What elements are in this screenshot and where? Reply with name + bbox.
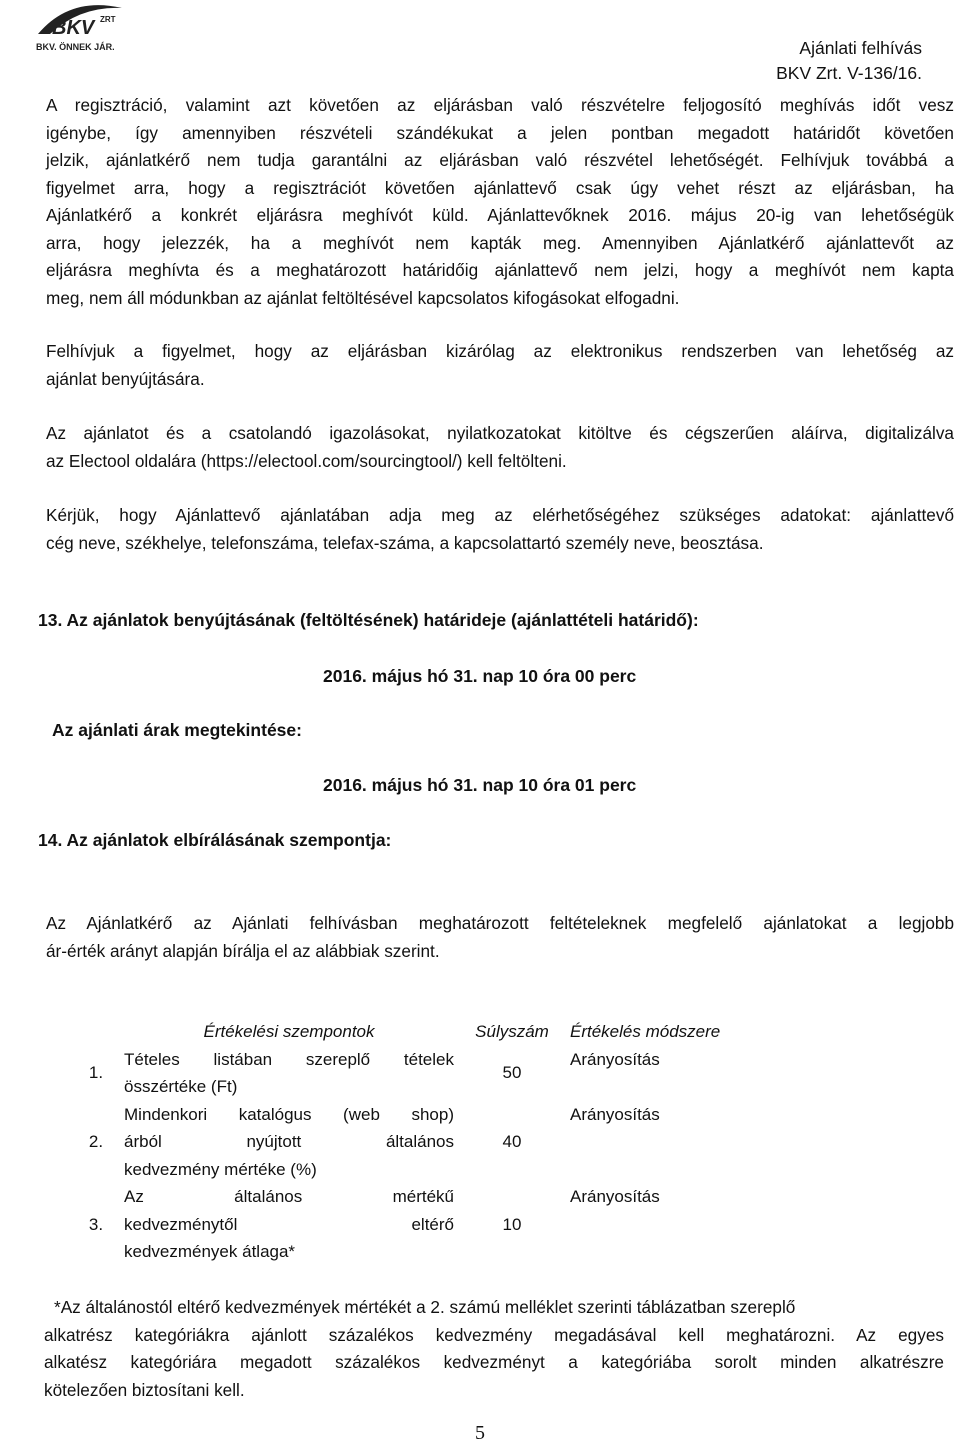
criteria-header: Értékelési szempontok <box>203 1022 375 1041</box>
criterion-method: Arányosítás <box>570 1104 660 1124</box>
document-header <box>776 36 922 86</box>
page-number: 5 <box>475 1422 485 1444</box>
document-title: Ajánlati felhívás <box>799 38 922 58</box>
criterion-method: Arányosítás <box>570 1187 660 1206</box>
criterion-name: Mindenkori katalógus (web shop) árból nyújtott általános kedvezmény mértéke (%) <box>124 1104 454 1179</box>
criterion-name: Tételes listában szereplő tételek összértéke (Ft) <box>124 1049 454 1096</box>
table-row <box>72 1183 756 1266</box>
price-viewing-label: Az ajánlati árak megtekintése: <box>52 720 302 740</box>
row-number: 1. <box>88 1063 104 1083</box>
electronic-submission-paragraph: Felhívjuk a figyelmet, hogy az eljárásban kizárólag az elektronikus rendszerben van lehetőség az ajánlat benyújtására. <box>46 341 954 389</box>
evaluation-text: Az Ajánlatkérő az Ajánlati felhívásban meghatározott feltételeknek megfelelő ajánlatokat a legjobb ár-érték arányt alapján bírálja el az alábbiak szerint. <box>46 913 954 961</box>
price-viewing-time: 2016. május hó 31. nap 10 óra 01 perc <box>323 775 637 795</box>
footnote: *Az általánostól eltérő kedvezmények mértékét a 2. számú melléklet szerinti táblázatban szereplő alkatrész kategóriákra ajánlott százalékos kedvezmény megadásával kell meghatározni. Az egyes alkatész kategóriára megadott százalékos kedvezményt a kategóriába sorolt minden alkatrészre kötelezően biztosítani kell. <box>44 1297 944 1400</box>
contact-details-paragraph: Kérjük, hogy Ajánlattevő ajánlatában adja meg az elérhetőségéhez szükséges adatokat: ajánlattevő cég neve, székhelye, telefonszáma, telefax-száma, a kapcsolattartó személy neve, beosztása. <box>46 505 954 553</box>
criterion-weight: 50 <box>502 1063 522 1083</box>
document-reference: BKV Zrt. V-136/16. <box>776 63 922 83</box>
weight-header: Súlyszám <box>475 1022 549 1041</box>
section-13-heading: 13. Az ajánlatok benyújtásának (feltöltésének) határideje (ajánlattételi határidő): <box>38 610 699 630</box>
criterion-weight: 40 <box>502 1132 522 1151</box>
logo-brand: BKV <box>52 17 95 39</box>
evaluation-criteria-table <box>72 1018 756 1266</box>
logo-slogan: BKV. ÖNNEK JÁR. <box>36 42 115 52</box>
method-header: Értékelés módszere <box>570 1022 721 1041</box>
table-row <box>72 1046 756 1101</box>
criterion-name: Az általános mértékű kedvezménytől eltérő kedvezmények átlaga* <box>124 1187 454 1261</box>
logo-sup: ZRT <box>100 15 116 24</box>
table-row <box>72 1101 756 1184</box>
criterion-method: Arányosítás <box>570 1049 660 1069</box>
upload-paragraph: Az ajánlatot és a csatolandó igazolásokat, nyilatkozatokat kitöltve és cégszerűen aláírva, digitalizálva az Electool oldalára (https://electool.com/sourcingtool/) kell feltölteni. <box>46 423 954 471</box>
criterion-weight: 10 <box>502 1214 522 1234</box>
bkv-logo <box>30 0 130 60</box>
row-number: 3. <box>88 1214 104 1234</box>
submission-deadline: 2016. május hó 31. nap 10 óra 00 perc <box>323 666 637 686</box>
registration-paragraph: A regisztráció, valamint azt követően az eljárásban való részvételre feljogosító meghívás időt vesz igénybe, így amennyiben részvételi szándékukat a jelen pontban megadott határidőt követően jelzik, ajánlatkérő nem tudja garantálni az eljárásban való részvétel lehetőségét. Felhívjuk továbbá a figyelmet arra, hogy a regisztrációt követően ajánlattevő csak úgy vehet részt az eljárásban, ha Ajánlatkérő a konkrét eljárásra meghívót küld. Ajánlattevőknek 2016. május 20-ig van lehetőségük arra, hogy jelezzék, ha a meghívót nem kapták meg. Amennyiben Ajánlatkérő ajánlattevőt az eljárásra meghívta és a meghatározott határidőig ajánlattevő nem jelzi, hogy a meghívót nem kapta meg, nem áll módunkban az ajánlat feltöltésével kapcsolatos kifogásokat elfogadni. <box>46 95 954 308</box>
row-number: 2. <box>88 1132 104 1151</box>
table-header-row <box>72 1018 756 1046</box>
section-14-heading: 14. Az ajánlatok elbírálásának szempontja: <box>38 830 392 850</box>
